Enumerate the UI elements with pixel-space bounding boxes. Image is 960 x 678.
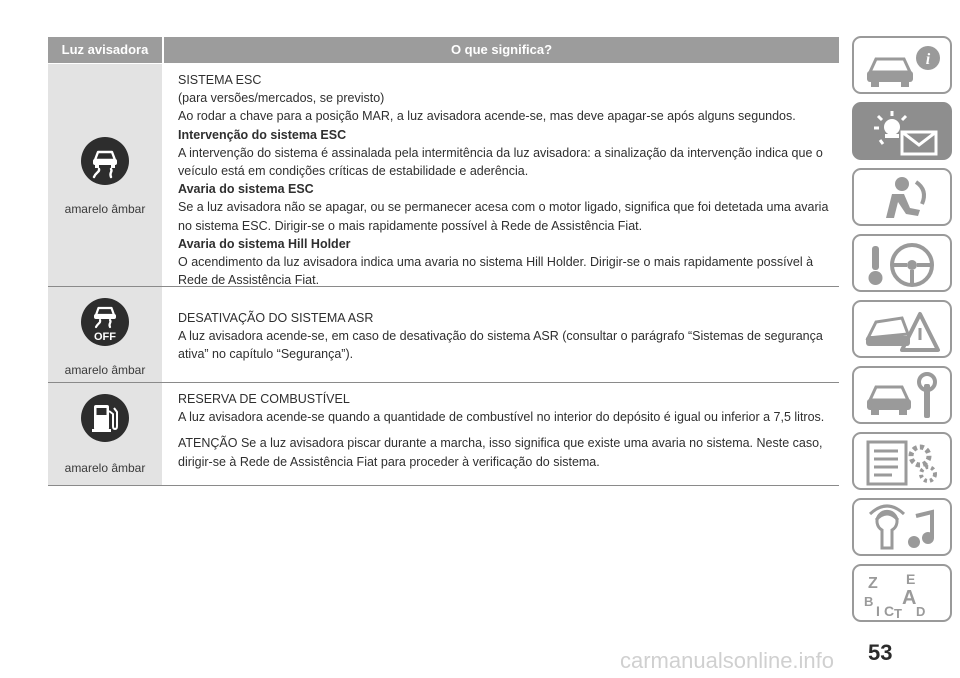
section-title: SISTEMA ESC: [178, 73, 262, 87]
tab-index[interactable]: [852, 564, 952, 622]
header-warning-light: Luz avisadora: [61, 42, 149, 57]
svg-text:i: i: [925, 51, 931, 68]
text-line: A luz avisadora acende-se quando a quantidade de combustível no interior do depósito é igual ou inferior a 7,5 litros.: [178, 410, 825, 425]
meaning-cell: [178, 71, 833, 286]
text-line: ativa” no capítulo “Segurança”).: [178, 347, 354, 362]
meaning-cell: [178, 309, 833, 382]
header-meaning: O que significa?: [450, 42, 553, 57]
table-header: [48, 37, 839, 63]
tab-service[interactable]: [852, 366, 952, 424]
subheading: Avaria do sistema ESC: [178, 182, 314, 197]
index-letter: I: [876, 603, 880, 619]
index-letter: A: [902, 587, 917, 609]
multimedia-note-icon: [862, 504, 946, 554]
fuel-pump-icon: [80, 393, 130, 443]
page-number: 53: [868, 640, 893, 665]
text-line: veículo está em condições críticas de estabilidade e aderência.: [178, 164, 529, 179]
text-line: dirigir-se à Rede de Assistência Fiat para proceder à verificação do sistema.: [178, 454, 600, 469]
text-line: Se a luz avisadora não se apagar, ou se permanecer acesa com o motor ligado, significa que foi detetada uma avaria: [178, 200, 829, 215]
index-letter: B: [864, 594, 874, 609]
section-title: RESERVA DE COMBUSTÍVEL: [178, 392, 350, 406]
tab-technical-data[interactable]: [852, 432, 952, 490]
subheading: Avaria do sistema Hill Holder: [178, 236, 351, 251]
meaning-cell: [178, 390, 833, 485]
text-line: Ao rodar a chave para a posição MAR, a luz avisadora acende-se, mas deve apagar-se após alguns segundos.: [178, 109, 796, 124]
alphabetical-index-icon: [862, 570, 946, 620]
warning-light-message-icon: [862, 108, 946, 158]
watermark: carmanualsonline.info: [620, 648, 835, 673]
text-line: ATENÇÃO Se a luz avisadora piscar durante a marcha, isso significa que existe uma avaria no sistema. Neste caso,: [178, 436, 823, 451]
text-line: no sistema ESC. Dirigir-se o mais rapidamente possível à Rede de Assistência Fiat.: [178, 218, 643, 233]
off-text: OFF: [94, 331, 116, 343]
steering-wheel-key-icon: [862, 240, 946, 290]
tab-safety[interactable]: [852, 168, 952, 226]
specs-gear-icon: [862, 438, 946, 488]
warning-light-cell: [48, 64, 162, 286]
index-letter: D: [916, 604, 926, 619]
table-row-fuel: [48, 383, 839, 486]
car-wrench-icon: [862, 372, 946, 422]
text-line: Rede de Assistência Fiat.: [178, 273, 320, 288]
skid-car-off-icon: [80, 297, 130, 347]
text-line: A luz avisadora acende-se, em caso de desativação do sistema ASR (consultar o parágrafo “Sistemas de segurança: [178, 329, 823, 344]
index-letter: T: [894, 606, 902, 620]
color-label: amarelo âmbar: [64, 363, 146, 377]
crash-warning-icon: [862, 306, 946, 356]
text-line: A intervenção do sistema é assinalada pela intermitência da luz avisadora: a sinalização da intervenção indica que o: [178, 145, 823, 160]
index-letter: Z: [868, 575, 878, 592]
color-label: amarelo âmbar: [64, 202, 146, 216]
tab-emergency[interactable]: [852, 300, 952, 358]
tab-car-info[interactable]: [852, 36, 952, 94]
text-line: (para versões/mercados, se previsto): [178, 91, 385, 106]
text-line: O acendimento da luz avisadora indica uma avaria no sistema Hill Holder. Dirigir-se o mais rapidamente possível à: [178, 255, 814, 270]
index-letter: C: [884, 603, 895, 619]
car-info-icon: [862, 42, 946, 92]
warning-light-cell: [48, 287, 162, 382]
skid-car-icon: [80, 136, 130, 186]
warning-light-cell: [48, 383, 162, 485]
color-label: amarelo âmbar: [64, 461, 146, 475]
tab-warning-lights[interactable]: [852, 102, 952, 160]
section-title: DESATIVAÇÃO DO SISTEMA ASR: [178, 311, 374, 325]
table-row-asr: [48, 287, 839, 383]
airbag-person-icon: [862, 174, 946, 224]
index-letter: E: [906, 571, 916, 587]
tab-multimedia[interactable]: [852, 498, 952, 556]
tab-starting-driving[interactable]: [852, 234, 952, 292]
table-row-esc: [48, 64, 839, 287]
subheading: Intervenção do sistema ESC: [178, 127, 347, 142]
